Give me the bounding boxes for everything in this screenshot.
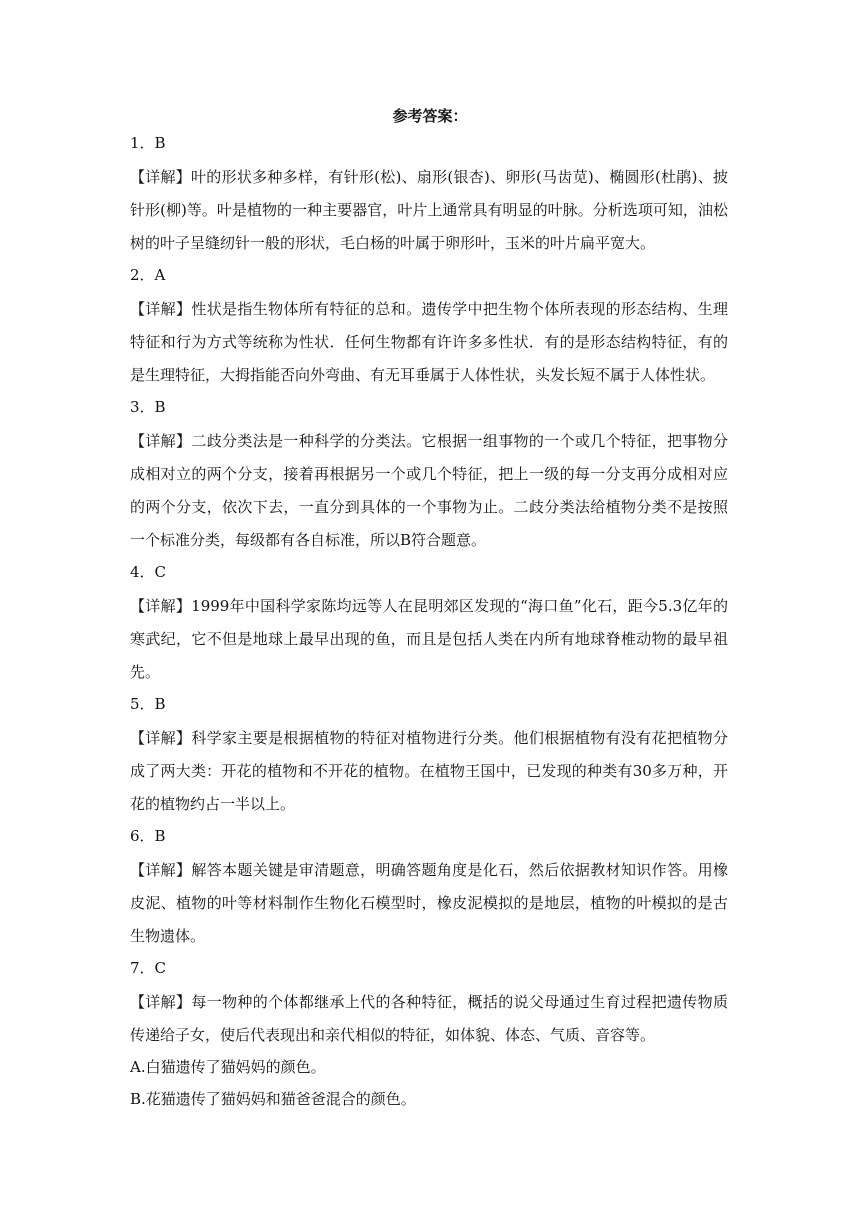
answer-explanation-4: 【详解】1999年中国科学家陈均远等人在昆明郊区发现的“海口鱼”化石，距今5.3亿年的寒武纪，它不但是地球上最早出现的鱼，而且是包括人类在内所有地球脊椎动物的最早祖先。 xyxy=(130,597,728,681)
answer-number-3: 3．B xyxy=(130,398,166,416)
answer-number-5: 5．B xyxy=(130,695,166,713)
answer-explanation-5: 【详解】科学家主要是根据植物的特征对植物进行分类。他们根据植物有没有花把植物分成了两大类：开花的植物和不开花的植物。在植物王国中，已发现的种类有30多万种，开花的植物约占一半以上。 xyxy=(130,729,728,813)
answer-explanation-3: 【详解】二歧分类法是一种科学的分类法。它根据一组事物的一个或几个特征，把事物分成相对立的两个分支，接着再根据另一个或几个特征，把上一级的每一分支再分成相对应的两个分支，依次下去，一直分到具体的一个事物为止。二歧分类法给植物分类不是按照一个标准分类，每级都有各自标准，所以B符合题意。 xyxy=(130,432,728,549)
option-a-line: A.白猫遗传了猫妈妈的颜色。 xyxy=(130,1058,326,1076)
answer-number-6: 6．B xyxy=(130,827,166,845)
answer-explanation-2: 【详解】性状是指生物体所有特征的总和。遗传学中把生物个体所表现的形态结构、生理特征和行为方式等统称为性状．任何生物都有许许多多性状．有的是形态结构特征，有的是生理特征，大拇指能否向外弯曲、有无耳垂属于人体性状，头发长短不属于人体性状。 xyxy=(130,300,728,384)
answer-number-4: 4．C xyxy=(130,563,167,581)
page-title: 参考答案： xyxy=(392,107,468,125)
answer-number-7: 7．C xyxy=(130,959,167,977)
answer-number-2: 2．A xyxy=(130,266,166,284)
answer-explanation-1: 【详解】叶的形状多种多样，有针形(松)、扇形(银杏)、卵形(马齿苋)、椭圆形(杜鹃)、披针形(柳)等。叶是植物的一种主要器官，叶片上通常具有明显的叶脉。分析选项可知，油松树的叶子呈缝纫针一般的形状，毛白杨的叶属于卵形叶，玉米的叶片扁平宽大。 xyxy=(130,168,728,252)
answer-list xyxy=(130,131,728,1119)
answer-explanation-7: 【详解】每一物种的个体都继承上代的各种特征，概括的说父母通过生育过程把遗传物质传递给子女，使后代表现出和亲代相似的特征，如体貌、体态、气质、音容等。 xyxy=(130,993,728,1044)
answer-explanation-6: 【详解】解答本题关键是审清题意，明确答题角度是化石，然后依据教材知识作答。用橡皮泥、植物的叶等材料制作生物化石模型时，橡皮泥模拟的是地层，植物的叶模拟的是古生物遗体。 xyxy=(130,861,728,945)
answer-number-1: 1．B xyxy=(130,134,166,152)
option-b-line: B.花猫遗传了猫妈妈和猫爸爸混合的颜色。 xyxy=(130,1090,416,1108)
